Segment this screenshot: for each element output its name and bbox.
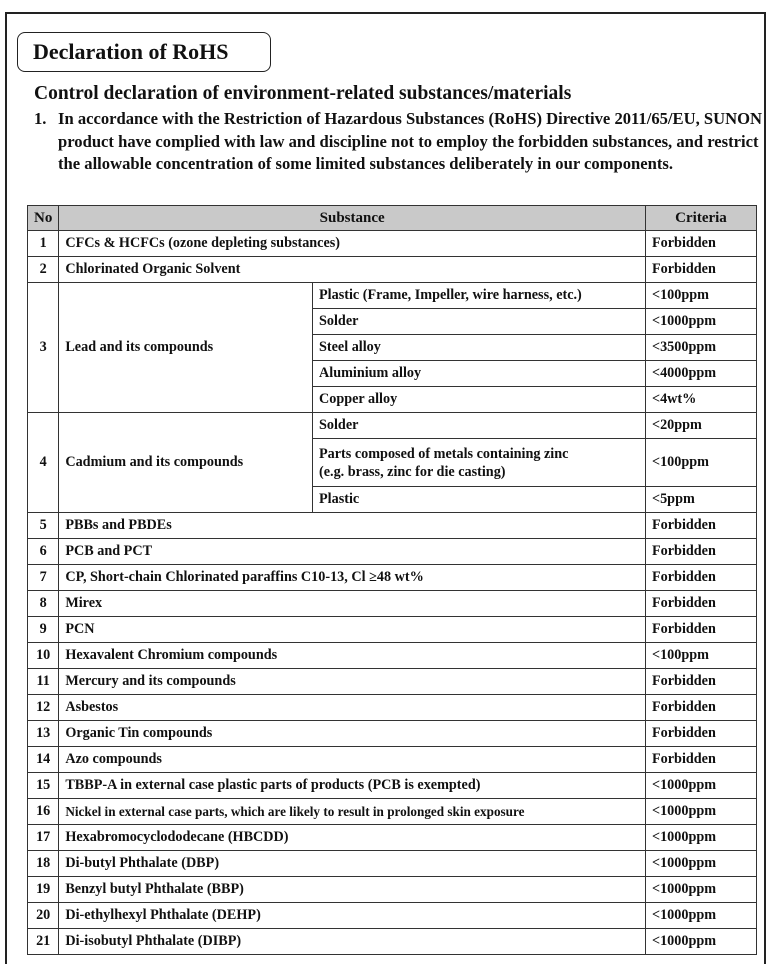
substance-table (27, 205, 757, 955)
declaration-paragraph (34, 108, 764, 176)
row-no: 3 (28, 283, 59, 413)
row-criteria: <1000ppm (646, 851, 757, 877)
row-substance: TBBP-A in external case plastic parts of products (PCB is exempted) (59, 773, 646, 799)
row-criteria: <100ppm (646, 439, 757, 487)
row-criteria: <4000ppm (646, 361, 757, 387)
row-no: 5 (28, 513, 59, 539)
row-no: 18 (28, 851, 59, 877)
row-criteria: <1000ppm (646, 825, 757, 851)
row-criteria: <1000ppm (646, 877, 757, 903)
row-criteria: <1000ppm (646, 903, 757, 929)
row-no: 14 (28, 747, 59, 773)
sub-substance: Aluminium alloy (313, 361, 646, 387)
row-criteria: <4wt% (646, 387, 757, 413)
table-row (28, 773, 757, 799)
row-substance: PCN (59, 617, 646, 643)
row-no: 16 (28, 799, 59, 825)
row-criteria: Forbidden (646, 721, 757, 747)
row-no: 6 (28, 539, 59, 565)
table-header-row (28, 206, 757, 231)
table-row (28, 591, 757, 617)
row-no: 21 (28, 929, 59, 955)
row-no: 13 (28, 721, 59, 747)
table-row (28, 851, 757, 877)
sub-substance: Plastic (Frame, Impeller, wire harness, etc.) (313, 283, 646, 309)
row-no: 8 (28, 591, 59, 617)
row-substance: Hexavalent Chromium compounds (59, 643, 646, 669)
header-no: No (28, 206, 59, 231)
row-criteria: <20ppm (646, 413, 757, 439)
row-criteria: <5ppm (646, 487, 757, 513)
row-criteria: Forbidden (646, 695, 757, 721)
page-title: Declaration of RoHS (17, 32, 271, 72)
sub-substance: Copper alloy (313, 387, 646, 413)
row-criteria: Forbidden (646, 565, 757, 591)
table-row (28, 877, 757, 903)
row-substance: Azo compounds (59, 747, 646, 773)
table-row (28, 643, 757, 669)
header-substance: Substance (59, 206, 646, 231)
section-heading: Control declaration of environment-related substances/materials (34, 83, 572, 104)
row-criteria: <1000ppm (646, 773, 757, 799)
sub-substance: Steel alloy (313, 335, 646, 361)
row-substance: Asbestos (59, 695, 646, 721)
sub-substance (313, 439, 646, 487)
row-substance: Nickel in external case parts, which are likely to result in prolonged skin exposure (59, 799, 646, 825)
row-no: 20 (28, 903, 59, 929)
table-row (28, 539, 757, 565)
row-substance: Mirex (59, 591, 646, 617)
table-row (28, 565, 757, 591)
row-no: 15 (28, 773, 59, 799)
table-row (28, 929, 757, 955)
row-criteria: <1000ppm (646, 929, 757, 955)
table-row (28, 257, 757, 283)
table-row (28, 283, 757, 309)
row-substance: CP, Short-chain Chlorinated paraffins C10-13, Cl ≥48 wt% (59, 565, 646, 591)
row-criteria: Forbidden (646, 617, 757, 643)
row-criteria: <1000ppm (646, 799, 757, 825)
row-substance: Mercury and its compounds (59, 669, 646, 695)
table-row (28, 617, 757, 643)
sub-substance: Plastic (313, 487, 646, 513)
row-substance: CFCs & HCFCs (ozone depleting substances) (59, 231, 646, 257)
row-no: 2 (28, 257, 59, 283)
row-substance: Di-ethylhexyl Phthalate (DEHP) (59, 903, 646, 929)
row-criteria: Forbidden (646, 257, 757, 283)
row-substance: Chlorinated Organic Solvent (59, 257, 646, 283)
row-no: 17 (28, 825, 59, 851)
sub-substance: Solder (313, 413, 646, 439)
row-criteria: <100ppm (646, 643, 757, 669)
sub-substance-line: (e.g. brass, zinc for die casting) (319, 463, 506, 480)
table-row (28, 231, 757, 257)
row-no: 1 (28, 231, 59, 257)
row-criteria: <100ppm (646, 283, 757, 309)
row-substance: Cadmium and its compounds (59, 413, 313, 513)
row-criteria: Forbidden (646, 513, 757, 539)
sub-substance-line: Parts composed of metals containing zinc (319, 445, 569, 462)
row-substance: Hexabromocyclododecane (HBCDD) (59, 825, 646, 851)
table-row (28, 903, 757, 929)
row-substance: PCB and PCT (59, 539, 646, 565)
table-row (28, 513, 757, 539)
row-substance: Di-isobutyl Phthalate (DIBP) (59, 929, 646, 955)
row-substance: PBBs and PBDEs (59, 513, 646, 539)
table-row (28, 695, 757, 721)
table-row (28, 799, 757, 825)
row-no: 10 (28, 643, 59, 669)
table-row (28, 747, 757, 773)
row-substance: Lead and its compounds (59, 283, 313, 413)
row-criteria: <3500ppm (646, 335, 757, 361)
paragraph-text: In accordance with the Restriction of Hazardous Substances (RoHS) Directive 2011/65/EU, SUNON product have complied with law and discipline not to employ the forbidden substances, and restrict the allowable concentration of some limited substances deliberately in our components. (58, 109, 762, 173)
sub-substance: Solder (313, 309, 646, 335)
row-criteria: Forbidden (646, 539, 757, 565)
table-row (28, 721, 757, 747)
row-no: 4 (28, 413, 59, 513)
header-criteria: Criteria (646, 206, 757, 231)
row-no: 9 (28, 617, 59, 643)
row-no: 11 (28, 669, 59, 695)
table-row (28, 825, 757, 851)
table-row (28, 413, 757, 439)
row-no: 7 (28, 565, 59, 591)
row-criteria: Forbidden (646, 231, 757, 257)
row-no: 19 (28, 877, 59, 903)
row-substance: Benzyl butyl Phthalate (BBP) (59, 877, 646, 903)
table-row (28, 669, 757, 695)
row-criteria: Forbidden (646, 747, 757, 773)
row-criteria: Forbidden (646, 591, 757, 617)
paragraph-number: 1. (34, 109, 47, 128)
row-substance: Organic Tin compounds (59, 721, 646, 747)
row-substance: Di-butyl Phthalate (DBP) (59, 851, 646, 877)
row-criteria: <1000ppm (646, 309, 757, 335)
row-criteria: Forbidden (646, 669, 757, 695)
row-no: 12 (28, 695, 59, 721)
